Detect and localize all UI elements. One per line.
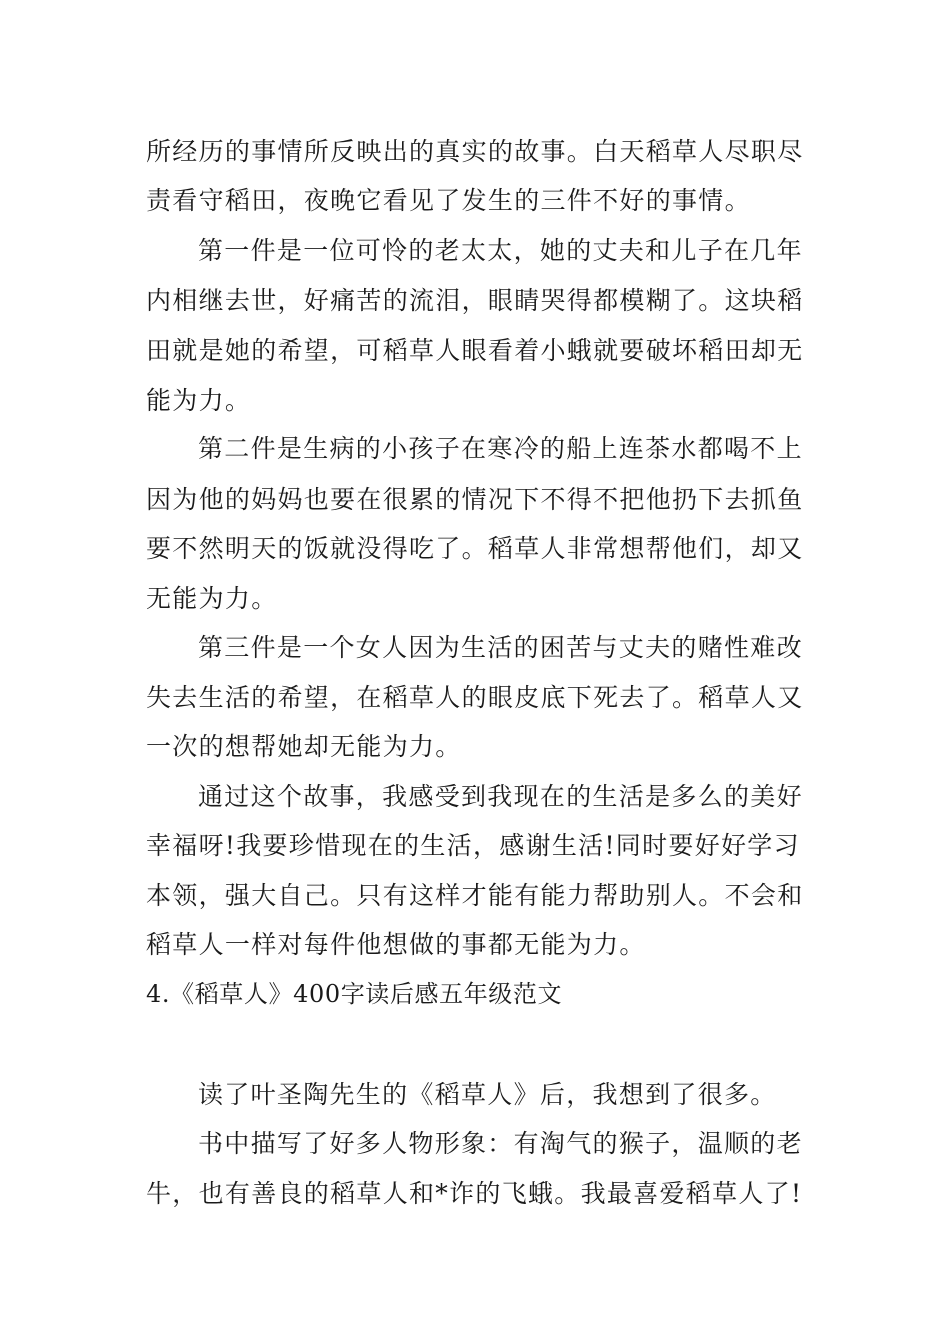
paragraph-line: 通过这个故事，我感受到我现在的生活是多么的美好 — [198, 782, 803, 811]
paragraph-line: 责看守稻田，夜晚它看见了发生的三件不好的事情。 — [146, 186, 751, 215]
paragraph-line: 因为他的妈妈也要在很累的情况下不得不把他扔下去抓鱼 — [146, 485, 804, 514]
paragraph-line: 无能为力。 — [146, 584, 278, 613]
paragraph-line: 内相继去世，好痛苦的流泪，眼睛哭得都模糊了。这块稻 — [146, 286, 804, 315]
paragraph-line: 一次的想帮她却无能为力。 — [146, 732, 462, 761]
paragraph-line: 书中描写了好多人物形象：有淘气的猴子，温顺的老 — [198, 1129, 803, 1158]
paragraph-line: 读了叶圣陶先生的《稻草人》后，我想到了很多。 — [198, 1080, 777, 1109]
paragraph-line: 幸福呀!我要珍惜现在的生活，感谢生活!同时要好好学习 — [146, 831, 800, 860]
paragraph-line: 所经历的事情所反映出的真实的故事。白天稻草人尽职尽 — [146, 137, 804, 166]
paragraph-line: 牛，也有善良的稻草人和*诈的飞蛾。我最喜爱稻草人了! — [146, 1179, 803, 1208]
paragraph-line: 第二件是生病的小孩子在寒冷的船上连茶水都喝不上 — [198, 434, 803, 463]
paragraph-line: 稻草人一样对每件他想做的事都无能为力。 — [146, 930, 646, 959]
paragraph-line: 第三件是一个女人因为生活的困苦与丈夫的赌性难改 — [198, 633, 803, 662]
paragraph-line: 本领，强大自己。只有这样才能有能力帮助别人。不会和 — [146, 881, 804, 910]
paragraph-line: 田就是她的希望，可稻草人眼看着小蛾就要破坏稻田却无 — [146, 336, 804, 365]
paragraph-line: 失去生活的希望，在稻草人的眼皮底下死去了。稻草人又 — [146, 683, 804, 712]
paragraph-line: 能为力。 — [146, 386, 252, 415]
paragraph-line: 第一件是一位可怜的老太太，她的丈夫和儿子在几年 — [198, 236, 803, 265]
section-heading: 4.《稻草人》400字读后感五年级范文 — [146, 980, 563, 1008]
paragraph-line: 要不然明天的饭就没得吃了。稻草人非常想帮他们，却又 — [146, 534, 804, 563]
